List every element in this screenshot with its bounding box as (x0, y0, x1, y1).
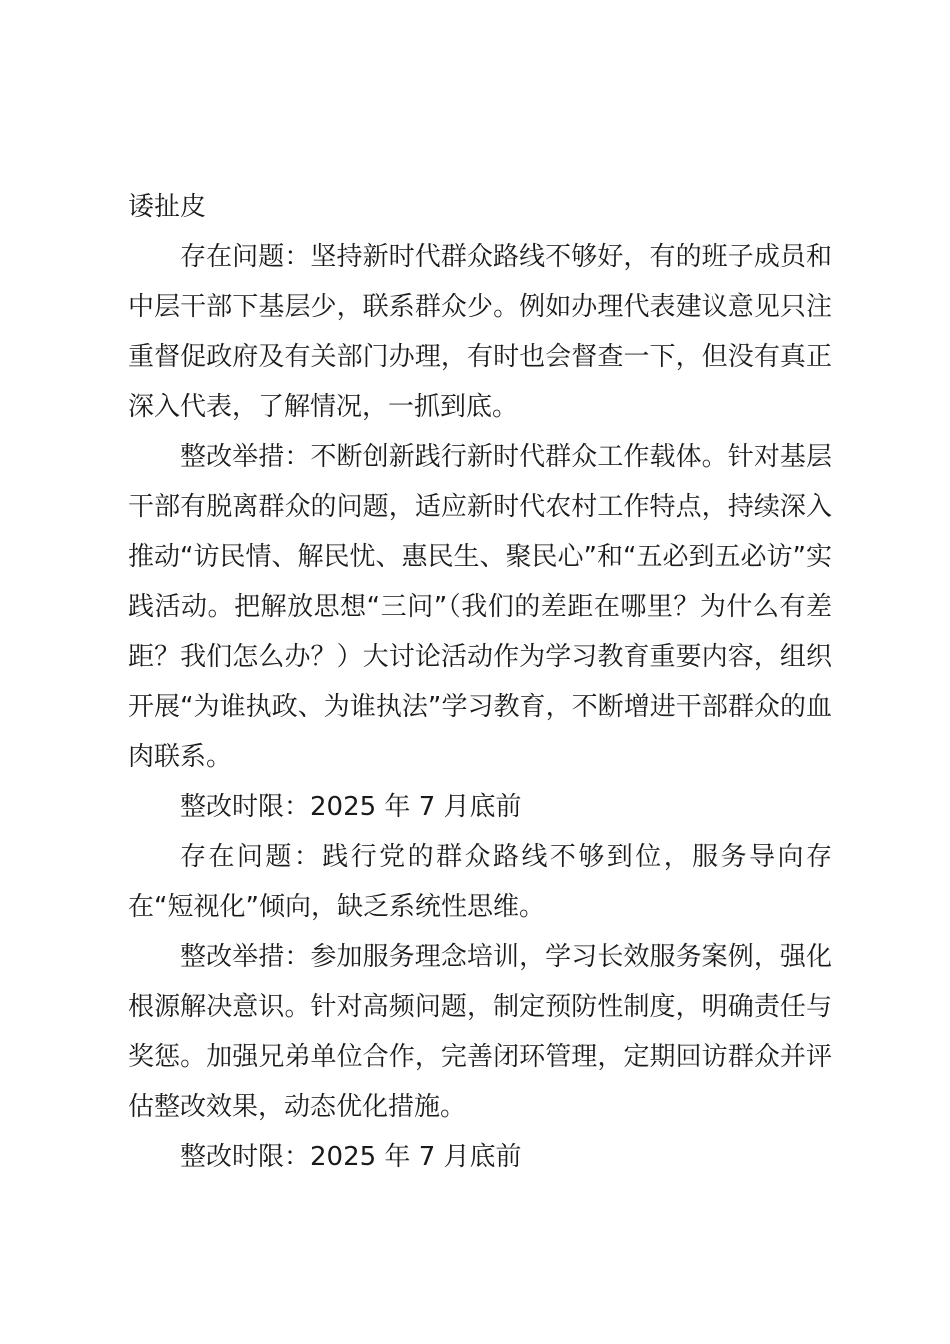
paragraph-problem-1: 存在问题：坚持新时代群众路线不够好，有的班子成员和中层干部下基层少，联系群众少。例如办理代表建议意见只注重督促政府及有关部门办理，有时也会督查一下，但没有真正深入代表，了解情况，一抓到底。 (128, 242, 832, 422)
paragraph-measures-2: 整改举措：参加服务理念培训，学习长效服务案例，强化根源解决意识。针对高频问题，制定预防性制度，明确责任与奖惩。加强兄弟单位合作，完善闭环管理，定期回访群众并评估整改效果，动态优化措施。 (128, 942, 832, 1122)
paragraph-deadline-1: 整改时限：2025 年 7 月底前 (180, 792, 522, 822)
paragraph-measures-1: 整改举措：不断创新践行新时代群众工作载体。针对基层干部有脱离群众的问题，适应新时代农村工作特点，持续深入推动“访民情、解民忧、惠民生、聚民心”和“五必到五必访”实践活动。把解放思想“三问”（我们的差距在哪里？为什么有差距？我们怎么办？）大讨论活动作为学习教育重要内容，组织开展“为谁执政、为谁执法”学习教育，不断增进干部群众的血肉联系。 (128, 442, 832, 772)
document-body (128, 182, 832, 1182)
paragraph-deadline-2: 整改时限：2025 年 7 月底前 (180, 1142, 522, 1172)
paragraph-problem-2: 存在问题：践行党的群众路线不够到位，服务导向存在“短视化”倾向，缺乏系统性思维。 (128, 842, 832, 922)
paragraph-continuation: 诿扯皮 (128, 192, 207, 222)
